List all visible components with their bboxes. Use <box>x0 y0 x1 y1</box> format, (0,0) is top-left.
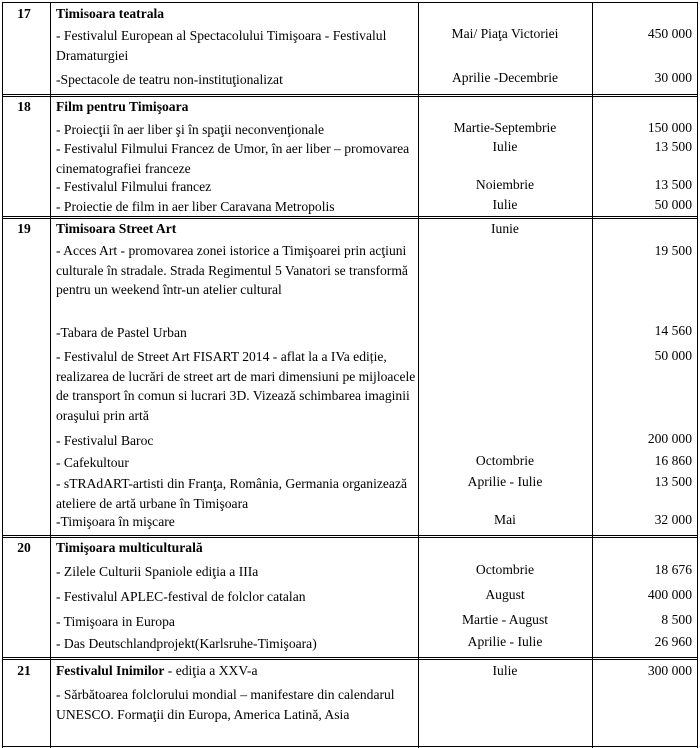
section-period: Iulie <box>492 663 518 678</box>
item-amount: 8 500 <box>661 612 692 627</box>
item-description: - Cafekultour <box>56 455 129 470</box>
section-title-suffix: - ediţia a XXV-a <box>164 663 258 678</box>
item-amount: 50 000 <box>654 348 692 363</box>
section-title: Timisoara Street Art <box>56 221 177 236</box>
item-period: Aprilie -Decembrie <box>451 70 559 85</box>
item-amount: 26 960 <box>654 634 692 649</box>
item-description: - Festivalul Baroc <box>56 433 154 448</box>
item-amount: 32 000 <box>654 512 692 527</box>
item-amount: 13 500 <box>654 139 692 154</box>
item-description: - Festivalul APLEC-festival de folclor catalan <box>56 589 306 604</box>
item-amount: 16 860 <box>654 453 692 468</box>
item-amount: 14 560 <box>654 323 692 338</box>
section-number: 19 <box>17 221 31 236</box>
item-description: - Timişoara in Europa <box>56 614 175 629</box>
item-description: - Festivalul Filmului francez <box>56 179 212 194</box>
item-description: - Sărbătoarea folclorului mondial – manifestare din calendarul UNESCO. Formaţii din Europa, America Latină, Asia <box>56 687 395 722</box>
section-separator <box>2 657 698 660</box>
item-amount: 13 500 <box>654 177 692 192</box>
section-title <box>56 663 258 679</box>
item-description: - Festivalul de Street Art FISART 2014 - aflat la a IVa ediție, realizarea de lucrări de street art de mari dimensiuni pe mijloacele de transport în comun si lucrari 3D. Vizează schimbarea imaginii oraşului prin artă <box>56 349 416 423</box>
item-amount: 19 500 <box>654 243 692 258</box>
item-description: -Tabara de Pastel Urban <box>56 325 187 340</box>
item-amount: 18 676 <box>654 562 692 577</box>
section-separator <box>2 535 698 538</box>
item-period: Octombrie <box>475 453 535 468</box>
section-title-main: Festivalul Inimilor <box>56 663 165 678</box>
section-number: 17 <box>17 6 31 21</box>
item-description: - Festivalul European al Spectacolului Timişoara - Festivalul Dramaturgiei <box>56 28 387 63</box>
item-period: Octombrie <box>475 562 535 577</box>
section-separator <box>2 94 698 97</box>
item-description: - Proiectie de film in aer liber Caravana Metropolis <box>56 199 335 214</box>
item-description: - Festivalul Filmului Francez de Umor, în aer liber – promovarea cinematografiei franceze <box>56 141 410 176</box>
section-title: Timişoara multiculturală <box>56 540 203 555</box>
section-title: Timisoara teatrala <box>56 6 165 21</box>
item-period: Aprilie - Iulie <box>467 474 543 489</box>
item-period: Aprilie - Iulie <box>467 634 543 649</box>
item-period: Mai/ Piaţa Victoriei <box>451 26 559 41</box>
section-number: 18 <box>17 99 31 114</box>
table-border-bottom <box>2 746 698 747</box>
item-amount: 200 000 <box>647 431 692 446</box>
item-description: - Acces Art - promovarea zonei istorice a Timişoarei prin acţiuni culturale în stradale. Strada Regimentul 5 Vanatori se transformă pentru un weekend într-un atelier cultural <box>56 243 408 297</box>
item-period: August <box>485 587 525 602</box>
column-divider-number <box>50 2 51 748</box>
section-amount: 300 000 <box>647 663 692 678</box>
column-divider-description <box>418 2 419 748</box>
item-description: - Proiecţii în aer liber şi în spaţii neconvenţionale <box>56 122 325 137</box>
item-period: Iulie <box>492 197 518 212</box>
table-border-right <box>697 2 698 748</box>
item-description: -Spectacole de teatru non-instituţionalizat <box>56 72 283 87</box>
item-description: - sTRAdART-artisti din Franţa, România, Germania organizează ateliere de artă urbane în Timişoara <box>56 476 408 511</box>
item-amount: 400 000 <box>647 587 692 602</box>
item-period: Noiembrie <box>475 177 535 192</box>
section-title: Film pentru Timişoara <box>56 99 189 114</box>
table-border-top <box>2 2 698 3</box>
item-amount: 150 000 <box>647 120 692 135</box>
item-amount: 13 500 <box>654 474 692 489</box>
item-description: - Das Deutschlandprojekt(Karlsruhe-Timişoara) <box>56 636 317 651</box>
section-number: 20 <box>17 540 31 555</box>
section-period: Iunie <box>491 221 519 236</box>
item-amount: 450 000 <box>647 26 692 41</box>
item-period: Mai <box>494 512 516 527</box>
column-divider-period <box>592 2 593 748</box>
item-amount: 50 000 <box>654 197 692 212</box>
item-period: Iulie <box>492 139 518 154</box>
item-description: - Zilele Culturii Spaniole ediţia a IIIa <box>56 564 259 579</box>
item-period: Martie - August <box>461 612 549 627</box>
item-period: Martie-Septembrie <box>453 120 557 135</box>
item-amount: 30 000 <box>654 70 692 85</box>
item-description: -Timişoara în mişcare <box>56 514 175 529</box>
section-number: 21 <box>17 663 31 678</box>
